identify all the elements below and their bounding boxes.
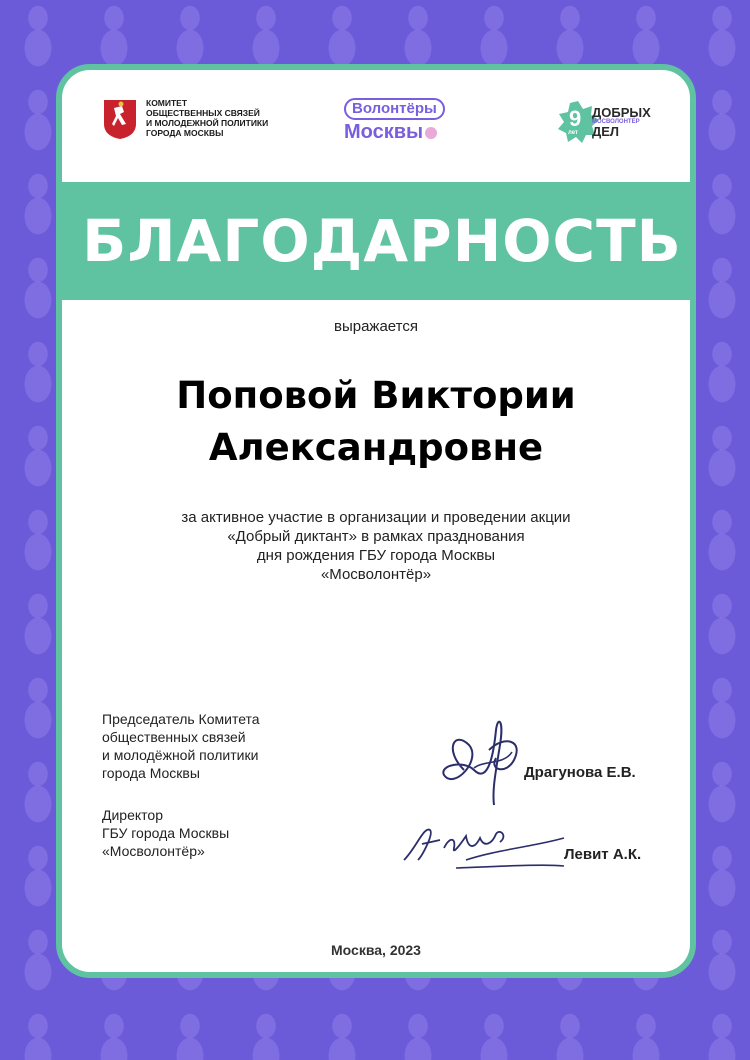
recipient-name: Поповой Виктории Александровне (176, 374, 576, 469)
nine-let-label: лет (568, 130, 578, 136)
reason-text: за активное участие в организации и проведении акции «Добрый диктант» в рамках празднования дня рождения ГБУ города Москвы «Мосволонтёр» (181, 509, 571, 583)
komitet-logo (102, 98, 286, 140)
place-and-year: Москва, 2023 (331, 942, 421, 958)
volunteers-logo-line2: Москвы (344, 121, 464, 143)
hand-icon (425, 127, 437, 139)
signer-name-levit: Левит А.К. (564, 846, 642, 863)
logos-header (62, 70, 690, 182)
signer-position-director: Директор ГБУ города Москвы «Мосволонтёр» (102, 807, 230, 859)
nine-number: 9 (569, 106, 582, 131)
certificate-card (56, 64, 696, 978)
certificate-title: БЛАГОДАРНОСТЬ (82, 207, 682, 275)
nine-dobryh-label: ДОБРЫХ (592, 105, 651, 120)
signature-dragunova (434, 710, 544, 810)
nine-del-label: ДЕЛ (592, 124, 620, 139)
nine-years-logo (556, 100, 666, 144)
volunteers-logo-line1: Волонтёры (344, 98, 445, 120)
nine-mosvolonter-label: МОСВОЛОНТЁР (592, 119, 640, 125)
moscow-coat-of-arms-icon (102, 98, 138, 140)
title-band (56, 182, 696, 300)
expressed-label: выражается (334, 318, 418, 335)
signer-name-dragunova: Драгунова Е.В. (524, 764, 636, 781)
volunteers-moscow-logo (344, 98, 464, 143)
komitet-name: КОМИТЕТ ОБЩЕСТВЕННЫХ СВЯЗЕЙ И МОЛОДЕЖНОЙ ПОЛИТИКИ ГОРОДА МОСКВЫ (146, 98, 269, 138)
signer-position-chairman: Председатель Комитета общественных связей и молодёжной политики города Москвы (102, 711, 260, 781)
signature-levit (396, 808, 566, 878)
